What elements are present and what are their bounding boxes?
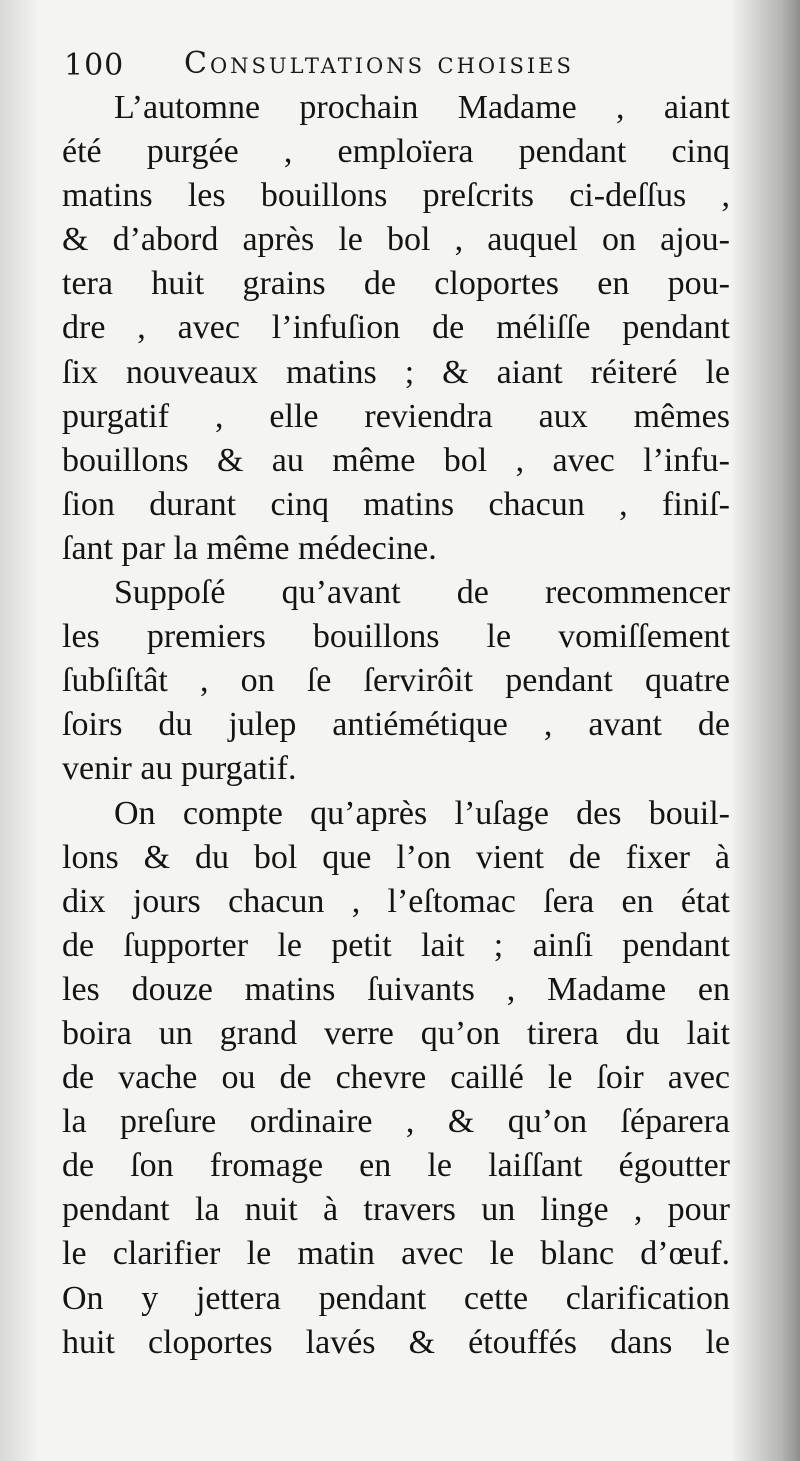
running-title: Consultations choisies	[184, 46, 574, 81]
text-line: ſix nouveaux matins ; & aiant réiteré le	[62, 353, 730, 391]
running-head	[64, 38, 744, 86]
body-text	[62, 86, 730, 1365]
text-line: dre , avec l’infuſion de méliſſe pendant	[62, 309, 730, 347]
text-line: les douze matins ſuivants , Madame en	[62, 970, 730, 1008]
text-line: Suppoſé qu’avant de recommencer	[114, 574, 730, 612]
page-number: 100	[64, 48, 125, 83]
text-line: ſoirs du julep antiémétique , avant de	[62, 706, 730, 744]
text-line: boira un grand verre qu’on tirera du lait	[62, 1014, 730, 1052]
text-line: purgatif , elle reviendra aux mêmes	[62, 397, 730, 435]
text-line: venir au purgatif.	[62, 750, 297, 788]
text-line: le clarifier le matin avec le blanc d’œuf.	[62, 1235, 730, 1273]
text-line: On compte qu’après l’uſage des bouil-	[114, 794, 730, 832]
text-line: ſubſiſtât , on ſe ſervirôit pendant quatre	[62, 662, 730, 700]
text-line: ſant par la même médecine.	[62, 529, 437, 567]
text-line: ſion durant cinq matins chacun , finiſ-	[62, 485, 730, 523]
text-line: matins les bouillons preſcrits ci-deſſus ,	[62, 177, 730, 215]
text-line: L’automne prochain Madame , aiant	[114, 89, 730, 126]
text-line: été purgée , emploïera pendant cinq	[62, 133, 730, 171]
text-line: tera huit grains de cloportes en pou-	[62, 265, 730, 303]
text-line: bouillons & au même bol , avec l’infu-	[62, 441, 730, 479]
text-line: On y jettera pendant cette clarification	[62, 1279, 730, 1317]
text-line: huit cloportes lavés & étouffés dans le	[62, 1323, 730, 1361]
text-line: de ſon fromage en le laiſſant égoutter	[62, 1147, 730, 1185]
page-edge-shadow	[730, 0, 800, 1461]
text-line: pendant la nuit à travers un linge , pour	[62, 1191, 730, 1229]
text-line: & d’abord après le bol , auquel on ajou-	[62, 221, 730, 259]
text-line: de vache ou de chevre caillé le ſoir avec	[62, 1059, 730, 1097]
text-line: lons & du bol que l’on vient de fixer à	[62, 838, 730, 876]
text-line: de ſupporter le petit lait ; ainſi pendant	[62, 926, 730, 964]
text-line: dix jours chacun , l’eſtomac ſera en état	[62, 882, 730, 920]
text-line: la preſure ordinaire , & qu’on ſéparera	[62, 1103, 730, 1141]
page-gutter-shadow	[0, 0, 40, 1461]
text-line: les premiers bouillons le vomiſſement	[62, 618, 730, 656]
